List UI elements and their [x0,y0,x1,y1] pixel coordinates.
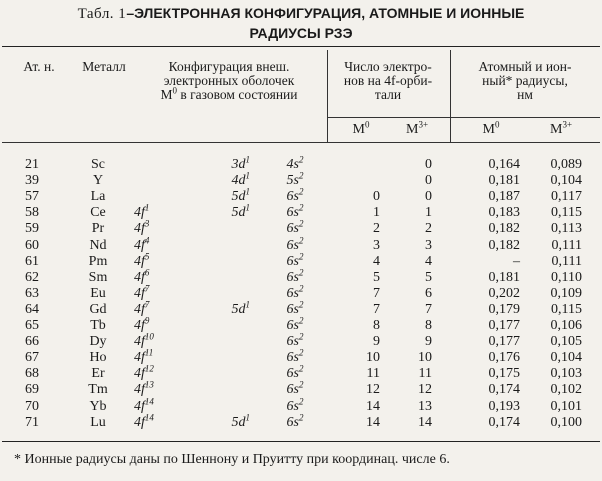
header-radii: Атомный и ион- ный* радиусы, нм [478,59,572,102]
cell-metal: Sm [88,269,108,285]
cell-radius-m0: 0,183 [488,205,520,221]
cell-metal: Tm [88,382,108,398]
cell-electrons-m0: 14 [366,398,380,414]
cell-s-config: $6s^2$ [286,299,304,317]
cell-radius-m0: – [513,253,520,269]
cell-s-config: $6s^2$ [286,347,304,366]
cell-s-config: $6s^2$ [286,379,304,398]
cell-electrons-m3: 2 [425,221,432,237]
cell-electrons-m3: 0 [425,173,432,189]
cell-metal: Pr [91,221,105,237]
header-atomic-number: Ат. н. [23,59,55,74]
cell-electrons-m0: 5 [373,269,380,285]
cell-atomic-number: 70 [25,398,39,414]
cell-radius-m3: 0,117 [551,189,582,205]
cell-electrons-m0: 3 [373,237,380,253]
cell-radius-m0: 0,182 [488,237,520,253]
cell-radius-m0: 0,174 [488,382,520,398]
cell-electrons-m3: 7 [425,301,432,317]
cell-radius-m3: 0,100 [550,414,582,430]
cell-s-config: $6s^2$ [286,411,304,430]
table-label: Табл. 1 [77,6,127,22]
cell-s-config: $6s^2$ [286,250,304,269]
cell-electrons-m3: 12 [418,382,432,398]
cell-s-config: $6s^2$ [286,331,304,350]
header-divider-2 [450,50,451,142]
cell-radius-m0: 0,202 [488,285,520,301]
cell-atomic-number: 61 [25,253,39,269]
cell-electrons-m3: 13 [418,398,432,414]
cell-radius-m0: 0,193 [488,398,520,414]
cell-radius-m3: 0,115 [551,301,582,317]
cell-electrons-m3: 9 [425,334,432,350]
cell-radius-m3: 0,105 [550,334,582,350]
cell-electrons-m0: 10 [366,350,380,366]
cell-electrons-m3: 11 [418,366,432,382]
cell-atomic-number: 58 [25,205,39,221]
cell-atomic-number: 57 [25,189,39,205]
cell-s-config: $6s^2$ [286,363,304,382]
cell-metal: Dy [89,334,107,350]
header-configuration: Конфигурация внеш. электронных оболочек $M^0$ в газовом состоянии [160,59,298,102]
cell-electrons-m3: 6 [425,285,432,301]
cell-4f-config: $4f^{14}$ [134,395,154,414]
cell-metal: Eu [90,285,106,301]
footnote: * Ионные радиусы даны по Шеннону и Пруитту при координац. числе 6. [14,452,450,467]
cell-radius-m0: 0,187 [488,189,520,205]
table-title-line1 [0,4,602,24]
cell-electrons-m3: 4 [425,253,432,269]
cell-s-config: $6s^2$ [286,267,304,285]
cell-radius-m3: 0,110 [551,269,582,285]
cell-4f-config: $4f^{14}$ [134,411,154,430]
cell-atomic-number: 68 [25,366,39,382]
cell-electrons-m0: 2 [373,221,380,237]
cell-d-config: $3d^1$ [231,154,250,172]
cell-4f-config: $4f^7$ [134,283,150,301]
cell-s-config: $6s^2$ [286,234,304,253]
cell-4f-config: $4f^7$ [134,299,150,317]
cell-s-config: $6s^2$ [286,395,304,414]
cell-d-config: $4d^1$ [231,170,250,189]
cell-electrons-m0: 12 [366,382,380,398]
cell-radius-m0: 0,179 [488,301,520,317]
cell-electrons-m3: 14 [418,414,432,430]
cell-metal: Ho [89,350,107,366]
cell-electrons-m3: 3 [425,237,432,253]
cell-radius-m3: 0,106 [550,318,582,333]
cell-s-config: $6s^2$ [286,202,304,221]
cell-electrons-m3: 1 [425,205,432,221]
cell-atomic-number: 69 [25,382,39,398]
cell-electrons-m0: 0 [373,189,380,205]
cell-4f-config: $4f^{11}$ [134,347,154,366]
cell-radius-m3: 0,103 [550,366,582,382]
header-electrons: Число электро- нов на 4f-орби- тали [343,59,433,102]
header-bottom-rule [2,142,600,143]
cell-radius-m0: 0,175 [488,366,520,382]
cell-electrons-m0: 8 [373,318,380,333]
cell-d-config: $5d^1$ [231,411,250,430]
cell-radius-m0: 0,176 [488,350,520,366]
cell-electrons-m3: 5 [425,269,432,285]
cell-d-config: $5d^1$ [231,202,250,221]
subheader-rule [327,117,600,118]
cell-s-config: $6s^2$ [286,283,304,301]
cell-4f-config: $4f^{13}$ [134,379,154,398]
cell-electrons-m3: 10 [418,350,432,366]
cell-radius-m0: 0,164 [488,157,520,172]
cell-atomic-number: 62 [25,269,39,285]
header-metal: Металл [82,59,126,74]
cell-s-config: $6s^2$ [286,315,304,333]
subheader-radii-m0: $M^0$ [482,119,500,137]
cell-4f-config: $4f^5$ [134,250,150,269]
cell-4f-config: $4f^4$ [134,234,150,253]
subheader-radii-m3: $M^{3+}$ [549,119,573,137]
subheader-electrons-m3: $M^{3+}$ [405,119,429,137]
cell-radius-m3: 0,111 [551,253,582,269]
cell-4f-config: $4f^9$ [134,315,150,333]
cell-d-config: $5d^1$ [231,186,250,205]
cell-atomic-number: 63 [25,285,39,301]
header-divider-1 [327,50,328,142]
cell-radius-m3: 0,109 [550,285,582,301]
cell-metal: Y [92,173,104,189]
cell-electrons-m0: 11 [366,366,380,382]
cell-metal: Ce [90,205,106,221]
cell-electrons-m0: 9 [373,334,380,350]
table-title-line2: РАДИУСЫ РЗЭ [249,25,353,41]
cell-metal: Gd [89,301,107,317]
cell-electrons-m0: 14 [366,414,380,430]
cell-atomic-number: 65 [25,318,39,333]
cell-metal: Pm [88,253,108,269]
cell-s-config: $5s^2$ [286,170,304,189]
cell-electrons-m3: 0 [425,189,432,205]
cell-electrons-m0: 7 [373,285,380,301]
cell-metal: Lu [90,414,106,430]
cell-radius-m0: 0,177 [488,318,520,333]
cell-metal: Er [91,366,105,382]
cell-atomic-number: 71 [25,414,39,430]
cell-radius-m0: 0,174 [488,414,520,430]
cell-radius-m3: 0,101 [550,398,582,414]
cell-metal: Nd [89,237,107,253]
cell-radius-m0: 0,181 [488,269,520,285]
cell-metal: Tb [90,318,106,333]
table-row [0,411,602,431]
cell-4f-config: $4f^{10}$ [134,331,154,350]
cell-metal: Sc [91,157,105,172]
cell-radius-m3: 0,111 [551,237,582,253]
cell-electrons-m0: 4 [373,253,380,269]
subheader-electrons-m0: $M^0$ [352,119,370,137]
cell-electrons-m3: 8 [425,318,432,333]
cell-radius-m3: 0,104 [550,173,582,189]
cell-4f-config: $4f^6$ [134,267,150,285]
cell-metal: Yb [89,398,107,414]
cell-4f-config: $4f^{12}$ [134,363,154,382]
cell-atomic-number: 66 [25,334,39,350]
cell-radius-m3: 0,113 [551,221,582,237]
cell-atomic-number: 59 [25,221,39,237]
table-title-text: –ЭЛЕКТРОННАЯ КОНФИГУРАЦИЯ, АТОМНЫЕ И ИОННЫЕ [126,5,525,21]
cell-electrons-m3: 0 [425,157,432,172]
cell-atomic-number: 67 [25,350,39,366]
cell-radius-m0: 0,177 [488,334,520,350]
cell-radius-m0: 0,182 [488,221,520,237]
cell-s-config: $4s^2$ [286,154,304,172]
table-title [0,4,602,43]
cell-metal: La [90,189,106,205]
top-rule [2,46,600,47]
cell-d-config: $5d^1$ [231,299,250,317]
cell-atomic-number: 60 [25,237,39,253]
cell-electrons-m0: 1 [373,205,380,221]
cell-radius-m3: 0,102 [550,382,582,398]
bottom-rule [2,441,600,442]
cell-radius-m3: 0,089 [550,157,582,172]
cell-4f-config: $4f^3$ [134,218,150,237]
cell-radius-m3: 0,115 [551,205,582,221]
cell-s-config: $6s^2$ [286,218,304,237]
cell-atomic-number: 39 [25,173,39,189]
cell-electrons-m0: 7 [373,301,380,317]
cell-radius-m3: 0,104 [550,350,582,366]
cell-radius-m0: 0,181 [488,173,520,189]
cell-atomic-number: 64 [25,301,39,317]
cell-atomic-number: 21 [25,157,39,172]
cell-s-config: $6s^2$ [286,186,304,205]
cell-4f-config: $4f^1$ [134,202,150,221]
